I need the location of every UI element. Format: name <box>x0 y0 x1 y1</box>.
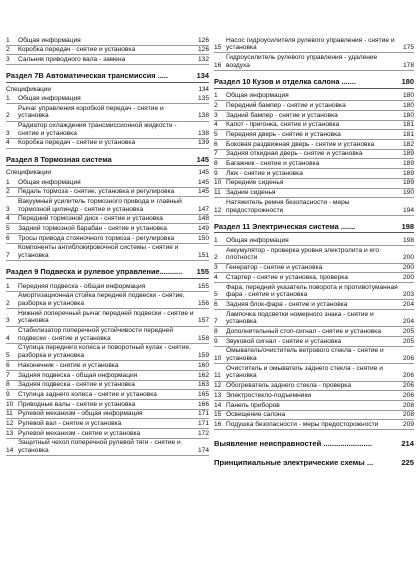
page-number: 203 <box>402 291 414 299</box>
page-number: 151 <box>197 252 209 260</box>
entry-number: 3 <box>6 205 10 213</box>
entry-number: 5 <box>6 224 10 232</box>
entry-title: Обогреватель заднего стекла - проверка <box>226 382 351 390</box>
toc-entry <box>214 169 414 179</box>
toc-entry <box>6 390 209 400</box>
page-number: 214 <box>401 439 414 448</box>
page-number: 189 <box>402 160 414 168</box>
entry-title: Задний бампер - снятие и установка <box>226 111 338 119</box>
entry-number: 1 <box>6 36 10 44</box>
toc-entry <box>6 292 209 309</box>
entry-number: 4 <box>6 215 10 223</box>
page-number: 178 <box>402 61 414 69</box>
entry-number: 8 <box>6 381 10 389</box>
entry-number: 1 <box>214 237 218 245</box>
entry-title: Боковая раздвижная дверь - снятие и установка <box>226 140 375 148</box>
entry-number: 2 <box>6 300 10 308</box>
page-number: 150 <box>197 234 209 242</box>
entry-title: Фара, передний указатель поворота и противотуманная фара - снятие и установка <box>226 283 398 299</box>
chapter-heading <box>214 459 414 468</box>
toc-entry <box>214 273 414 283</box>
entry-number: 14 <box>214 401 222 409</box>
page-number: 135 <box>197 95 209 103</box>
entry-title: Приводные валы - снятие и установка <box>18 400 136 408</box>
toc-entry <box>6 36 209 46</box>
toc-entry <box>6 197 209 214</box>
entry-title: Насос гидроусилителя рулевого управления - снятие и установка <box>226 36 395 52</box>
section-title: Раздел 11 Электрическая система ....... <box>214 221 356 231</box>
chapter-heading <box>214 440 414 449</box>
entry-title: Натяжитель ремня безопасности - меры предосторожности <box>226 198 350 214</box>
toc-entry <box>6 139 209 149</box>
page-number: 156 <box>197 300 209 308</box>
entry-number: 9 <box>6 390 10 398</box>
entry-title: Рулевой механизм - общая информация <box>18 410 143 418</box>
toc-entry <box>6 178 209 188</box>
entry-title: Багажник - снятие и установка <box>226 160 320 168</box>
chapter-title: Принципиальные электрические схемы ... <box>214 457 374 467</box>
page-number: 174 <box>197 447 209 455</box>
page-number: 208 <box>402 401 414 409</box>
entry-title: Очиститель и омыватель заднего стекла - снятие и установка <box>226 364 383 380</box>
section-heading <box>6 156 209 167</box>
entry-title: Ступица заднего колеса - снятие и установка <box>18 390 157 398</box>
entry-title: Задние сиденья <box>226 189 276 197</box>
entry-title: Звуковой сигнал - снятие и установка <box>226 337 342 345</box>
entry-number: 6 <box>6 234 10 242</box>
entry-title: Общая информация <box>226 237 289 245</box>
entry-title: Подушка безопасности - меры предосторожности <box>226 420 379 428</box>
page-number: 145 <box>198 169 209 177</box>
toc-entry <box>6 46 209 56</box>
entry-number: 2 <box>214 254 218 262</box>
entry-number: 11 <box>6 410 13 418</box>
toc-left-column <box>6 36 209 456</box>
page-number: 200 <box>402 254 414 262</box>
entry-number: 13 <box>214 391 222 399</box>
entry-number: 11 <box>214 189 221 197</box>
entry-title: Тросы привода стояночного тормоза - регулировка <box>18 234 175 242</box>
toc-entry <box>6 309 209 326</box>
page-number: 166 <box>197 400 209 408</box>
page-number: 134 <box>198 85 209 93</box>
toc-entry <box>214 159 414 169</box>
entry-number: 1 <box>6 95 10 103</box>
entry-title: Капот - пригонка, снятие и установка <box>226 121 340 129</box>
page-number: 171 <box>197 410 209 418</box>
entry-number: 4 <box>214 273 218 281</box>
entry-title: Задняя откидная дверь - снятие и установка <box>226 150 363 158</box>
page-number: 205 <box>402 328 414 335</box>
toc-entry <box>6 188 209 198</box>
entry-title: Общая информация <box>18 95 81 103</box>
entry-title: Ступица переднего колеса и поворотный кулак - снятие, разборка и установка <box>18 344 191 360</box>
entry-title: Коробка передач - снятие и установка <box>18 139 136 147</box>
page-number: 163 <box>197 381 209 389</box>
page-number: 171 <box>197 420 209 427</box>
toc-entry <box>214 364 414 381</box>
entry-title: Рулевой вал - снятие и установка <box>18 420 122 427</box>
entry-number: 5 <box>214 291 218 299</box>
entry-title: Электростекло-подъемники <box>226 391 312 399</box>
entry-title: Задний тормозной барабан - снятие и установка <box>18 224 167 232</box>
toc-entry <box>6 429 209 439</box>
toc-entry <box>6 361 209 371</box>
toc-entry <box>6 282 209 292</box>
page-number: 180 <box>402 111 414 119</box>
entry-number: 6 <box>6 361 10 369</box>
entry-number: 10 <box>214 179 222 187</box>
toc-entry <box>214 198 414 215</box>
page-number: 206 <box>402 372 414 380</box>
entry-number: 3 <box>214 111 218 119</box>
page-number: 147 <box>197 205 209 213</box>
entry-number: 9 <box>214 337 218 345</box>
entry-title: Общая информация <box>18 178 81 186</box>
page-number: 126 <box>197 46 209 54</box>
page-number: 209 <box>402 420 414 428</box>
toc-entry <box>214 283 414 300</box>
toc-entry <box>214 347 414 364</box>
page-number: 194 <box>402 206 414 214</box>
entry-number: 12 <box>214 206 222 214</box>
entry-title: Защитный чехол поперечной рулевой тяги - снятие и установка <box>18 439 181 455</box>
entry-number: 2 <box>6 188 10 196</box>
entry-number: 4 <box>214 121 218 129</box>
entry-number: 7 <box>6 252 10 260</box>
page-number: 172 <box>197 429 209 437</box>
page-number: 206 <box>402 391 414 399</box>
entry-number: 16 <box>214 61 222 69</box>
entry-number: 2 <box>6 112 10 120</box>
page-number: 155 <box>196 267 209 277</box>
section-title: Раздел 9 Подвеска и рулевое управление........... <box>6 267 183 277</box>
entry-title: Радиатор охлаждения трансмиссионной жидкости - снятие и установка <box>18 122 177 137</box>
toc-entry <box>6 122 209 139</box>
toc-entry <box>214 391 414 401</box>
entry-number: 7 <box>214 318 218 326</box>
page-number: 162 <box>197 371 209 379</box>
entry-number: 1 <box>6 282 10 290</box>
page-number: 159 <box>197 352 209 360</box>
page-number: 200 <box>402 273 414 281</box>
toc-entry <box>214 401 414 411</box>
toc-entry <box>6 381 209 391</box>
toc-entry <box>214 130 414 140</box>
toc-entry <box>214 36 414 53</box>
toc-entry <box>6 104 209 121</box>
toc-entry <box>6 400 209 410</box>
toc-entry <box>214 236 414 246</box>
toc-entry <box>6 55 209 65</box>
entry-title: Компоненты антиблокировочной системы - снятие и установка <box>18 244 179 260</box>
page-number: 225 <box>401 457 414 467</box>
entry-number: 6 <box>214 300 218 308</box>
entry-title: Стабилизатор поперечной устойчивости передней подвески - снятие и установка <box>18 327 174 342</box>
page-number: 126 <box>197 36 209 44</box>
entry-title: Общая информация <box>18 36 81 44</box>
toc-entry <box>214 382 414 392</box>
entry-title: Вакуумный усилитель тормозного привода и главный тормозной цилиндр - снятие и установка <box>18 197 182 213</box>
entry-title: Гидроусилитель рулевого управления - удаление воздуха <box>226 53 378 69</box>
entry-title: Задняя блок-фара - снятие и установка <box>226 300 348 308</box>
entry-title: Общая информация <box>226 92 289 100</box>
toc-entry <box>214 246 414 263</box>
page-number: 181 <box>402 121 414 129</box>
entry-number: 15 <box>214 411 222 419</box>
toc-entry <box>214 411 414 421</box>
page-number: 180 <box>402 101 414 109</box>
section-title: Раздел 8 Тормозная система <box>6 154 112 164</box>
page-number: 158 <box>197 334 209 342</box>
chapter-title: Выявление неисправностей ....................... <box>214 439 372 448</box>
page-number: 157 <box>197 317 209 325</box>
page-number: 180 <box>402 92 414 100</box>
entry-title: Амортизационная стойка передней подвески - снятие, разборка и установка <box>18 292 185 308</box>
toc-right-column <box>214 36 414 470</box>
page-number: 149 <box>197 224 209 232</box>
toc-entry <box>6 244 209 261</box>
toc-entry <box>6 419 209 429</box>
toc-entry <box>6 94 209 104</box>
toc-entry <box>6 215 209 225</box>
entry-number: 4 <box>6 139 10 147</box>
entry-title: Задняя подвеска - общая информация <box>18 371 138 379</box>
toc-entry <box>214 101 414 111</box>
page-number: 160 <box>197 361 209 369</box>
entry-title: Наконечник - снятие и установка <box>18 361 119 369</box>
entry-number: 1 <box>6 178 10 186</box>
entry-number: 3 <box>6 55 10 63</box>
entry-title: Задняя подвеска - снятие и установка <box>18 381 135 389</box>
page-number: 206 <box>402 355 414 363</box>
subsection-title: Спецификации <box>6 169 51 177</box>
page-number: 155 <box>197 282 209 290</box>
page-number: 206 <box>402 382 414 390</box>
toc-entry <box>6 234 209 244</box>
toc-entry <box>214 179 414 189</box>
page-number: 189 <box>402 179 414 187</box>
entry-title: Стартер - снятие и установка, проверка <box>226 273 348 281</box>
page-number: 145 <box>197 188 209 196</box>
page-number: 132 <box>197 55 209 63</box>
section-title: Раздел 10 Кузов и отделка салона ....... <box>214 76 356 86</box>
entry-title: Лампочка подсветки номерного знака - снятие и установка <box>226 310 374 326</box>
page-number: 208 <box>402 411 414 419</box>
page-number: 189 <box>402 169 414 177</box>
section-heading <box>214 78 414 89</box>
entry-title: Генератор - снятие и установка <box>226 264 323 272</box>
section-heading <box>6 72 209 83</box>
page-number: 139 <box>197 139 209 147</box>
toc-entry <box>214 264 414 274</box>
toc-entry <box>214 189 414 199</box>
entry-title: Передняя подвеска - общая информация <box>18 282 146 290</box>
page-number: 175 <box>402 44 414 52</box>
entry-title: Сальник приводного вала - замена <box>18 55 126 63</box>
entry-title: Рулевой механизм - снятие и установка <box>18 429 141 437</box>
page-number: 165 <box>197 390 209 398</box>
toc-entry <box>214 310 414 327</box>
entry-number: 4 <box>6 334 10 342</box>
entry-number: 3 <box>6 317 10 325</box>
toc-entry <box>6 410 209 420</box>
entry-number: 8 <box>214 160 218 168</box>
entry-title: Рычаг управления коробкой передач - снятие и установка <box>18 104 164 120</box>
subsection-heading <box>6 169 209 176</box>
entry-number: 5 <box>214 131 218 138</box>
entry-number: 3 <box>214 264 218 272</box>
toc-entry <box>214 327 414 337</box>
page-number: 181 <box>402 131 414 138</box>
page-number: 138 <box>197 112 209 120</box>
subsection-title: Спецификации <box>6 85 51 93</box>
entry-number: 14 <box>6 447 14 455</box>
section-title: Раздел 7В Автоматическая трансмиссия ..... <box>6 71 168 81</box>
page-number: 205 <box>402 337 414 345</box>
entry-title: Освещение салона <box>226 411 286 419</box>
entry-title: Передняя дверь - снятие и установка <box>226 131 341 138</box>
entry-number: 7 <box>6 371 10 379</box>
page-number: 200 <box>402 264 414 272</box>
toc-entry <box>214 111 414 121</box>
page-number: 145 <box>196 154 209 164</box>
entry-title: Передние сиденья <box>226 179 284 187</box>
toc-entry <box>214 92 414 102</box>
subsection-heading <box>6 86 209 93</box>
page-number: 198 <box>401 221 414 231</box>
page-number: 180 <box>401 76 414 86</box>
toc-entry <box>214 150 414 160</box>
page-number: 138 <box>197 129 209 137</box>
toc-entry <box>6 371 209 381</box>
entry-number: 8 <box>214 328 218 335</box>
page-number: 204 <box>402 300 414 308</box>
entry-title: Нижний поперечный рычаг передней подвески - снятие и установка <box>18 309 194 325</box>
entry-number: 2 <box>214 101 218 109</box>
entry-number: 16 <box>214 420 222 428</box>
page-number: 190 <box>402 189 414 197</box>
toc-entry <box>6 439 209 456</box>
page-number: 204 <box>402 318 414 326</box>
toc-entry <box>6 327 209 344</box>
entry-number: 7 <box>214 150 218 158</box>
entry-number: 12 <box>214 382 222 390</box>
toc-entry <box>214 337 414 347</box>
entry-title: Передний бампер - снятие и установка <box>226 101 346 109</box>
entry-number: 2 <box>6 46 10 54</box>
entry-number: 12 <box>6 420 14 427</box>
entry-number: 9 <box>214 169 218 177</box>
entry-number: 10 <box>214 355 222 363</box>
entry-number: 13 <box>6 429 14 437</box>
section-heading <box>214 223 414 234</box>
page-number: 134 <box>196 71 209 81</box>
entry-number: 5 <box>6 352 10 360</box>
entry-number: 1 <box>214 92 218 100</box>
entry-title: Аккумулятор - проверка уровня электролита и его плотности <box>226 246 380 262</box>
entry-number: 6 <box>214 140 218 148</box>
entry-title: Омыватель/очиститель ветрового стекла - снятие и установка <box>226 347 384 363</box>
page-number: 182 <box>402 140 414 148</box>
page-number: 198 <box>402 237 414 245</box>
toc-entry <box>214 300 414 310</box>
entry-title: Панель приборов <box>226 401 280 409</box>
section-heading <box>6 268 209 279</box>
entry-title: Коробка передач - снятие и установка <box>18 46 136 54</box>
entry-title: Люк - снятие и установка <box>226 169 303 177</box>
page-number: 189 <box>402 150 414 158</box>
entry-number: 15 <box>214 44 222 52</box>
entry-number: 11 <box>214 372 221 380</box>
entry-number: 3 <box>6 129 10 137</box>
toc-entry <box>214 53 414 70</box>
entry-title: Дополнительный стоп-сигнал - снятие и установка <box>226 328 381 335</box>
entry-title: Передний тормозной диск - снятие и установка <box>18 215 163 223</box>
entry-number: 10 <box>6 400 14 408</box>
toc-entry <box>214 420 414 430</box>
toc-entry <box>214 140 414 150</box>
entry-title: Педаль тормоза - снятие, установка и регулировка <box>18 188 175 196</box>
page-number: 145 <box>197 178 209 186</box>
toc-entry <box>6 224 209 234</box>
page-number: 148 <box>197 215 209 223</box>
toc-entry <box>6 344 209 361</box>
toc-entry <box>214 121 414 131</box>
